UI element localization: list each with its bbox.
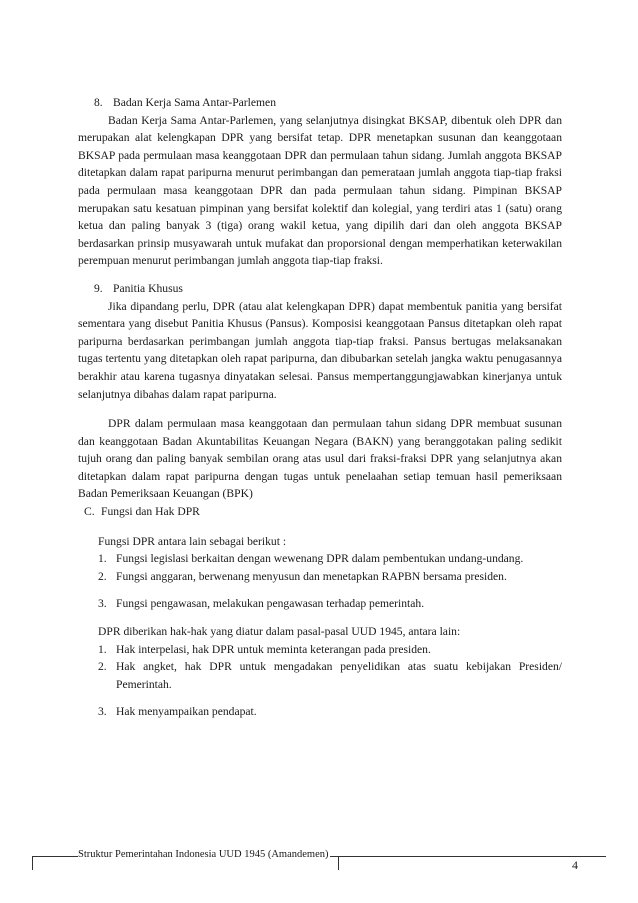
section-c-number: C. bbox=[84, 505, 95, 519]
list-item: 1. Hak interpelasi, hak DPR untuk meminta keterangan pada presiden. bbox=[98, 642, 431, 656]
section-8-number: 8. bbox=[94, 96, 103, 109]
rights-intro: DPR diberikan hak-hak yang diatur dalam pasal-pasal UUD 1945, antara lain: bbox=[98, 625, 461, 639]
functions-list bbox=[98, 550, 562, 613]
rights-list bbox=[98, 641, 562, 721]
section-c-heading bbox=[84, 503, 562, 521]
list-item: 1. Fungsi legislasi berkaitan dengan wewenang DPR dalam pembentukan undang-undang. bbox=[98, 552, 524, 566]
list-item: 3. Fungsi pengawasan, melakukan pengawasan terhadap pemerintah. bbox=[98, 597, 425, 611]
list-item: 2. Hak angket, hak DPR untuk mengadakan penyelidikan atas suatu kebijakan Presiden/ Pemerintah. bbox=[98, 660, 562, 691]
bakn-paragraph: DPR dalam permulaan masa keanggotaan dan permulaan tahun sidang DPR membuat susunan dan keanggotaan Badan Akuntabilitas Keuangan Negara (BAKN) yang beranggotakan paling sedikit tujuh orang dan paling banyak sembilan orang atas usul dari fraksi-fraksi DPR yang selanjutnya akan ditetapkan dalam rapat paripurna dengan tugas untuk penelaahan setiap temuan hasil pemeriksaan Badan Pemeriksaan Keuangan (BPK) bbox=[78, 417, 562, 501]
functions-intro: Fungsi DPR antara lain sebagai berikut : bbox=[98, 534, 287, 548]
section-8-heading bbox=[94, 94, 562, 112]
footer-title: Struktur Pemerintahan Indonesia UUD 1945 (Amandemen) bbox=[78, 849, 329, 860]
list-item: 3. Hak menyampaikan pendapat. bbox=[98, 705, 257, 719]
page-number: 4 bbox=[572, 858, 578, 872]
section-8-title: Badan Kerja Sama Antar-Parlemen bbox=[113, 96, 276, 109]
footer-rule-left bbox=[32, 856, 33, 870]
section-8-body: Badan Kerja Sama Antar-Parlemen, yang selanjutnya disingkat BKSAP, dibentuk oleh DPR dan merupakan alat kelengkapan DPR yang bersifat tetap. DPR menetapkan susunan dan keanggotaan BKSAP pada permulaan masa keanggotaan DPR dan permulaan tahun sidang. Jumlah anggota BKSAP ditetapkan dalam rapat paripurna menurut perimbangan dan pemerataan jumlah anggota tiap-tiap fraksi pada permulaan masa keanggotaan DPR dan pada permulaan tahun sidang. Pimpinan BKSAP merupakan satu kesatuan pimpinan yang bersifat kolektif dan kolegial, yang terdiri atas 1 (satu) orang ketua dan paling banyak 3 (tiga) orang wakil ketua, yang dipilih dari dan oleh anggota BKSAP berdasarkan prinsip musyawarah untuk mufakat dan proporsional dengan memperhatikan keterwakilan perempuan menurut perimbangan jumlah anggota tiap-tiap fraksi. bbox=[78, 113, 562, 268]
section-c-title: Fungsi dan Hak DPR bbox=[101, 505, 200, 519]
list-item: 2. Fungsi anggaran, berwenang menyusun dan menetapkan RAPBN bersama presiden. bbox=[98, 569, 507, 583]
section-9-heading bbox=[94, 280, 562, 298]
section-c-body bbox=[98, 533, 562, 721]
section-9-body: Jika dipandang perlu, DPR (atau alat kelengkapan DPR) dapat membentuk panitia yang bersifat sementara yang disebut Panitia Khusus (Pansus). Komposisi keanggotaan Pansus ditetapkan oleh rapat paripurna berdasarkan perimbangan jumlah anggota tiap-tiap fraksi. Pansus bertugas melaksanakan tugas tertentu yang ditetapkan oleh rapat paripurna, dan dibubarkan setelah jangka waktu penugasannya berakhir atau karena tugasnya dinyatakan selesai. Pansus mempertanggungjawabkan kinerjanya untuk selanjutnya dibahas dalam rapat paripurna. bbox=[78, 299, 562, 401]
section-9-title: Panitia Khusus bbox=[113, 281, 183, 295]
footer-rule-divider bbox=[338, 856, 339, 870]
section-9-number: 9. bbox=[94, 281, 103, 295]
page-content bbox=[78, 94, 562, 721]
